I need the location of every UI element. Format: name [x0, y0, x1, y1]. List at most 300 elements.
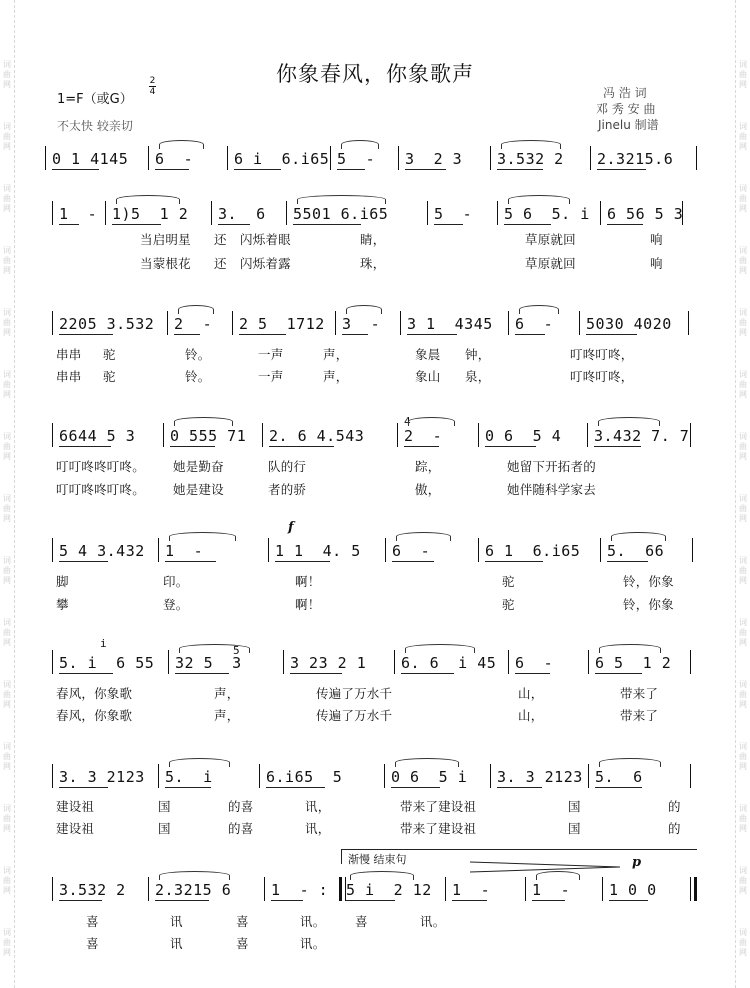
- lyric-syllable: 带来了建设祖: [400, 799, 477, 814]
- watermark-text: 词曲网: [739, 246, 747, 275]
- beam-underline: [165, 561, 216, 562]
- barline: [478, 538, 479, 562]
- lyric-syllable: 她留下开拓者的: [507, 459, 596, 474]
- barline: [688, 311, 689, 335]
- barline: [398, 146, 399, 170]
- watermark-text: 词曲网: [3, 556, 11, 585]
- barline: [168, 650, 169, 674]
- beam-underline: [59, 224, 79, 225]
- slur: [341, 140, 379, 149]
- slur: [396, 532, 451, 541]
- lyric-syllable: 声，: [323, 347, 349, 362]
- watermark-text: 词曲网: [739, 556, 747, 585]
- lyric-syllable: 建设祖: [56, 821, 95, 836]
- beam-underline: [405, 169, 446, 170]
- slur: [599, 758, 661, 767]
- beam-underline: [515, 673, 550, 674]
- beam-underline: [218, 224, 250, 225]
- barline: [52, 201, 53, 225]
- measure: 1 -: [59, 205, 98, 223]
- lyric-syllable: 珠，: [360, 256, 386, 271]
- barline: [268, 538, 269, 562]
- measure: 5. i: [165, 768, 213, 786]
- measure: 1 1 4. 5: [275, 542, 361, 560]
- barline: [330, 146, 331, 170]
- measure: 6 1 6.i65: [485, 542, 581, 560]
- beam-underline: [59, 561, 108, 562]
- barline: [52, 311, 53, 335]
- lyric-syllable: 傲，: [415, 482, 441, 497]
- barline: [588, 650, 589, 674]
- lyric-syllable: 驼: [502, 597, 515, 612]
- measure: 6.i65 5: [266, 768, 343, 786]
- beam-underline: [607, 561, 648, 562]
- barline: [148, 877, 149, 901]
- measure: 3 1 4345: [407, 315, 493, 333]
- slur: [501, 140, 561, 149]
- lyric-syllable: 国: [158, 799, 171, 814]
- beam-underline: [52, 169, 99, 170]
- slur: [178, 305, 214, 314]
- lyric-syllable: 的: [668, 799, 681, 814]
- lyric-syllable: 泉，: [465, 369, 491, 384]
- lyric-syllable: 啊！: [295, 597, 321, 612]
- slur: [395, 758, 459, 767]
- beam-underline: [112, 224, 161, 225]
- lyric-syllable: 喜: [236, 914, 249, 929]
- lyric-syllable: 她伴随科学家去: [507, 482, 596, 497]
- lyric-syllable: 草原就回: [525, 232, 576, 247]
- measure: 5. 6: [595, 768, 643, 786]
- lyric-syllable: 响: [650, 232, 663, 247]
- measure: 1 -: [532, 881, 571, 899]
- lyric-syllable: 传遍了万水千: [316, 686, 393, 701]
- beam-underline: [275, 561, 330, 562]
- slur: [405, 644, 475, 653]
- measure: 5 -: [434, 205, 473, 223]
- lyric-syllable: 印。: [163, 574, 189, 589]
- lyric-syllable: 带来了: [620, 708, 659, 723]
- measure: 5 6 5. i: [504, 205, 590, 223]
- measure: 5030 4020: [586, 315, 672, 333]
- watermark-text: 词曲网: [3, 804, 11, 833]
- lyric-syllable: 声，: [323, 369, 349, 384]
- beam-underline: [504, 224, 551, 225]
- lyric-syllable: 春风，你象歌: [56, 686, 133, 701]
- barline: [283, 650, 284, 674]
- lyric-syllable: 她是勤奋: [173, 459, 224, 474]
- beam-underline: [174, 334, 200, 335]
- barline: [600, 201, 601, 225]
- watermark-text: 词曲网: [3, 246, 11, 275]
- time-signature-top: 2: [149, 76, 156, 86]
- watermark-text: 词曲网: [739, 928, 747, 957]
- lyric-syllable: 山，: [518, 686, 544, 701]
- lyric-syllable: 登。: [163, 597, 189, 612]
- lyric-syllable: 叮咚叮咚，: [570, 369, 634, 384]
- lyric-syllable: 当蒙根花: [140, 256, 191, 271]
- beam-underline: [452, 900, 487, 901]
- lyric-syllable: 国: [158, 821, 171, 836]
- beam-underline: [59, 787, 108, 788]
- measure: 0 6 5 i: [391, 768, 468, 786]
- lyric-syllable: 讯: [170, 936, 183, 951]
- slur: [598, 417, 660, 426]
- lyric-syllable: 一声: [258, 369, 284, 384]
- beam-underline: [607, 224, 643, 225]
- lyric-syllable: 啊！: [295, 574, 321, 589]
- ending-label: 渐慢 结束句: [348, 853, 407, 866]
- measure: 32 5 3: [175, 654, 242, 672]
- beam-underline: [175, 673, 229, 674]
- barline: [52, 650, 53, 674]
- watermark-text: 词曲网: [739, 866, 747, 895]
- barline: [508, 650, 509, 674]
- barline: [696, 146, 697, 170]
- beam-underline: [434, 224, 463, 225]
- measure: 1)5 1 2: [112, 205, 189, 223]
- lyric-syllable: 者的骄: [268, 482, 307, 497]
- time-signature: [149, 76, 156, 97]
- lyric-syllable: 睛，: [360, 232, 386, 247]
- lyric-syllable: 讯。: [300, 936, 326, 951]
- measure: 1 - :: [271, 881, 329, 899]
- beam-underline: [586, 334, 637, 335]
- watermark-text: 词曲网: [3, 494, 11, 523]
- lyric-syllable: 声，: [214, 686, 240, 701]
- lyric-syllable: 的喜: [228, 799, 254, 814]
- beam-underline: [59, 446, 111, 447]
- measure: 6 -: [155, 150, 194, 168]
- measure: 1 -: [165, 542, 204, 560]
- slur: [519, 305, 559, 314]
- right-watermark-strip: [735, 0, 750, 988]
- slur: [159, 140, 204, 149]
- lyric-syllable: 串串: [56, 369, 82, 384]
- lyric-syllable: 驼: [103, 347, 116, 362]
- measure: 2 5 1712: [239, 315, 325, 333]
- barline: [262, 423, 263, 447]
- lyric-syllable: 讯: [170, 914, 183, 929]
- watermark-text: 词曲网: [3, 184, 11, 213]
- barline: [690, 650, 691, 674]
- measure: 2 -: [174, 315, 213, 333]
- barline: [385, 538, 386, 562]
- barline: [490, 764, 491, 788]
- beam-underline: [497, 169, 543, 170]
- beam-underline: [485, 446, 536, 447]
- measure: 2.3215.6: [597, 150, 674, 168]
- lyric-syllable: 叮咚叮咚，: [570, 347, 634, 362]
- beam-underline: [594, 446, 641, 447]
- barline: [478, 423, 479, 447]
- beam-underline: [391, 787, 440, 788]
- composer-credit: 邓 秀 安 曲: [596, 102, 656, 116]
- watermark-text: 词曲网: [739, 184, 747, 213]
- lyric-syllable: 一声: [258, 347, 284, 362]
- watermark-text: 词曲网: [3, 866, 11, 895]
- slur: [408, 417, 455, 426]
- lyric-syllable: 象山: [415, 369, 441, 384]
- lyric-syllable: 串串: [56, 347, 82, 362]
- barline: [692, 538, 693, 562]
- barline: [105, 201, 106, 225]
- lyric-syllable: 国: [568, 821, 581, 836]
- measure: 5. 66: [607, 542, 665, 560]
- lyric-syllable: 的喜: [228, 821, 254, 836]
- barline: [590, 146, 591, 170]
- lyric-syllable: 讯。: [300, 914, 326, 929]
- measure: 3.532 2: [497, 150, 564, 168]
- beam-underline: [595, 787, 642, 788]
- measure: 3. 6: [218, 205, 266, 223]
- beam-underline: [407, 334, 457, 335]
- beam-underline: [155, 169, 189, 170]
- barline: [600, 538, 601, 562]
- beam-underline: [595, 673, 642, 674]
- lyric-syllable: 建设祖: [56, 799, 95, 814]
- measure: 5 4 3.432: [59, 542, 145, 560]
- time-signature-bottom: 4: [149, 87, 156, 97]
- slur: [174, 417, 233, 426]
- beam-underline: [239, 334, 286, 335]
- measure: 2 -: [404, 427, 443, 445]
- watermark-text: 词曲网: [739, 804, 747, 833]
- watermark-text: 词曲网: [739, 122, 747, 151]
- beam-underline: [271, 900, 303, 901]
- beam-underline: [59, 900, 102, 901]
- watermark-text: 词曲网: [3, 928, 11, 957]
- slur: [179, 644, 250, 653]
- barline: [400, 311, 401, 335]
- barline: [602, 877, 603, 901]
- watermark-text: 词曲网: [3, 432, 11, 461]
- barline: [587, 423, 588, 447]
- barline: [163, 423, 164, 447]
- barline: [158, 764, 159, 788]
- slur: [508, 195, 570, 204]
- measure: 5 -: [337, 150, 376, 168]
- lyric-syllable: 象晨: [415, 347, 441, 362]
- lyric-syllable: 铃，你象: [623, 597, 674, 612]
- slur: [297, 195, 386, 204]
- beam-underline: [497, 787, 542, 788]
- measure: 2.3215 6: [155, 881, 232, 899]
- measure: 3 -: [342, 315, 381, 333]
- lyric-syllable: 驼: [103, 369, 116, 384]
- lyric-syllable: 队的行: [268, 459, 307, 474]
- measure: 0 1 4145: [52, 150, 129, 168]
- beam-underline: [165, 787, 211, 788]
- watermark-text: 词曲网: [739, 742, 747, 771]
- slur: [346, 305, 382, 314]
- beam-underline: [155, 900, 209, 901]
- lyric-syllable: 叮叮咚咚叮咚。: [56, 482, 145, 497]
- measure: 5501 6.i65: [293, 205, 389, 223]
- watermark-text: 词曲网: [739, 432, 747, 461]
- slur: [350, 871, 414, 880]
- forte-dynamic: f: [288, 520, 294, 535]
- lyric-syllable: 声，: [214, 708, 240, 723]
- lyric-syllable: 喜: [86, 936, 99, 951]
- barline: [579, 311, 580, 335]
- measure: 5. i 6 55: [59, 654, 155, 672]
- measure: 6644 5 3: [59, 427, 136, 445]
- barline: [445, 877, 446, 901]
- watermark-text: 词曲网: [739, 60, 747, 89]
- lyric-syllable: 带来了: [620, 686, 659, 701]
- measure: 3. 3 2123: [59, 768, 145, 786]
- measure: 6 -: [515, 315, 554, 333]
- tempo-marking: 不太快 较亲切: [57, 119, 133, 133]
- lyric-syllable: 喜: [236, 936, 249, 951]
- watermark-text: 词曲网: [739, 494, 747, 523]
- barline: [52, 764, 53, 788]
- measure: 1 -: [452, 881, 491, 899]
- beam-underline: [234, 169, 281, 170]
- measure: 6. 6 i 45: [401, 654, 497, 672]
- barline: [508, 311, 509, 335]
- lyric-syllable: 的: [668, 821, 681, 836]
- watermark-text: 词曲网: [739, 370, 747, 399]
- beam-underline: [342, 334, 368, 335]
- barline: [148, 146, 149, 170]
- slur: [159, 871, 230, 880]
- time-change-marker: 4: [404, 415, 412, 428]
- barline: [690, 877, 697, 901]
- measure: 3.532 2: [59, 881, 126, 899]
- lyric-syllable: 闪烁着眼: [240, 232, 291, 247]
- lyric-syllable: 春风，你象歌: [56, 708, 133, 723]
- watermark-text: 词曲网: [3, 60, 11, 89]
- lyric-syllable: 铃，你象: [623, 574, 674, 589]
- lyric-syllable: 铃。: [185, 347, 211, 362]
- barline: [211, 201, 212, 225]
- measure: 3. 3 2123: [497, 768, 583, 786]
- barline: [259, 764, 260, 788]
- lyric-syllable: 驼: [502, 574, 515, 589]
- measure: 6 i 6.i65: [234, 150, 330, 168]
- beam-underline: [532, 900, 565, 901]
- beam-underline: [392, 561, 434, 562]
- barline: [384, 764, 385, 788]
- slur: [536, 871, 580, 880]
- beam-underline: [401, 673, 454, 674]
- barline: [394, 650, 395, 674]
- barline: [690, 764, 691, 788]
- measure: 6 5 1 2: [595, 654, 672, 672]
- lyric-syllable: 山，: [518, 708, 544, 723]
- barline: [167, 311, 168, 335]
- lyric-syllable: 踪，: [415, 459, 441, 474]
- measure: 6 -: [392, 542, 431, 560]
- lyric-syllable: 国: [568, 799, 581, 814]
- lyric-syllable: 草原就回: [525, 256, 576, 271]
- watermark-text: 词曲网: [3, 742, 11, 771]
- slur: [611, 532, 666, 541]
- lyric-syllable: 脚: [56, 574, 69, 589]
- beam-underline: [609, 900, 648, 901]
- barline: [490, 146, 491, 170]
- lyric-syllable: 攀: [56, 597, 69, 612]
- measure: 0 6 5 4: [485, 427, 562, 445]
- beam-underline: [290, 673, 342, 674]
- measure: 5 i 2 12: [346, 881, 432, 899]
- barline: [286, 201, 287, 225]
- barline: [227, 146, 228, 170]
- lyric-syllable: 讯。: [420, 914, 446, 929]
- measure: 3 2 3: [405, 150, 463, 168]
- piano-dynamic: p: [632, 855, 642, 870]
- watermark-text: 词曲网: [739, 680, 747, 709]
- slur: [599, 644, 661, 653]
- lyric-syllable: 讯，: [305, 821, 331, 836]
- watermark-text: 词曲网: [3, 618, 11, 647]
- watermark-text: 词曲网: [739, 308, 747, 337]
- measure: 3.432 7. 7: [594, 427, 690, 445]
- beam-underline: [485, 561, 543, 562]
- lyricist-credit: 冯 浩 词: [603, 86, 647, 100]
- barline: [52, 877, 53, 901]
- barline: [690, 423, 691, 447]
- measure: 2205 3.532: [59, 315, 155, 333]
- lyric-syllable: 传遍了万水千: [316, 708, 393, 723]
- slur: [169, 758, 230, 767]
- lyric-syllable: 铃。: [185, 369, 211, 384]
- barline: [497, 201, 498, 225]
- beam-underline: [515, 334, 545, 335]
- beam-underline: [337, 169, 365, 170]
- barline: [158, 538, 159, 562]
- watermark-text: 词曲网: [739, 618, 747, 647]
- lyric-syllable: 带来了建设祖: [400, 821, 477, 836]
- beam-underline: [59, 334, 113, 335]
- lyric-syllable: 响: [650, 256, 663, 271]
- lyric-syllable: 还: [214, 256, 227, 271]
- beam-underline: [597, 169, 646, 170]
- barline: [427, 201, 428, 225]
- measure: 0 555 71: [170, 427, 247, 445]
- barline: [335, 311, 336, 335]
- key-signature: 1=F（或G）: [57, 92, 133, 107]
- measure: 6 56 5 3: [607, 205, 684, 223]
- arranger-credit: Jinelu 制谱: [598, 118, 659, 132]
- lyric-syllable: 还: [214, 232, 227, 247]
- barline: [52, 423, 53, 447]
- lyric-syllable: 她是建设: [173, 482, 224, 497]
- beam-underline: [266, 787, 325, 788]
- beam-underline: [269, 446, 334, 447]
- left-watermark-strip: [0, 0, 15, 988]
- beam-underline: [293, 224, 361, 225]
- measure: 3 23 2 1: [290, 654, 367, 672]
- measure: 6 -: [515, 654, 554, 672]
- beam-underline: [346, 900, 395, 901]
- barline: [525, 877, 526, 901]
- slur: [116, 195, 180, 204]
- grace-note: i: [100, 637, 108, 650]
- watermark-text: 词曲网: [3, 370, 11, 399]
- lyric-syllable: 喜: [86, 914, 99, 929]
- grace-note: 5: [233, 644, 241, 657]
- beam-underline: [59, 673, 113, 674]
- lyric-syllable: 喜: [355, 914, 368, 929]
- measure: 1 0 0: [609, 881, 657, 899]
- barline: [264, 877, 265, 901]
- song-title: 你象春风，你象歌声: [276, 62, 474, 86]
- lyric-syllable: 讯，: [305, 799, 331, 814]
- barline: [52, 538, 53, 562]
